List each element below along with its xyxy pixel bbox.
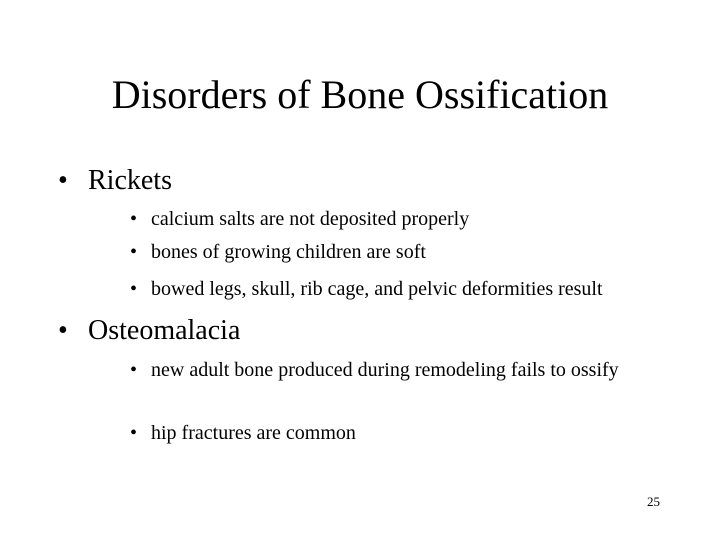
page-number: 25 (647, 494, 660, 509)
sub-bullet-icon: • (130, 422, 138, 444)
bullet-icon: • (58, 315, 68, 346)
sub-bullet-item (130, 356, 700, 385)
sub-bullet-text: hip fractures are common (151, 422, 356, 444)
bullet-item-label: Osteomalacia (88, 315, 241, 346)
sub-bullet-item (130, 238, 700, 266)
bullet-icon: • (58, 165, 68, 196)
sub-bullet-text: bowed legs, skull, rib cage, and pelvic deformities result (151, 278, 603, 300)
sub-bullet-icon: • (130, 359, 138, 381)
sub-bullet-text: bones of growing children are soft (151, 241, 426, 263)
sub-bullet-item (130, 275, 700, 303)
sub-bullet-text: new adult bone produced during remodeling fails to ossify (151, 359, 619, 381)
sub-bullet-icon: • (130, 208, 138, 230)
sub-bullet-item (130, 205, 700, 233)
slide-title: Disorders of Bone Ossification (111, 72, 609, 117)
bullet-item-label: Rickets (88, 165, 172, 196)
sub-bullet-icon: • (130, 241, 138, 263)
sub-bullet-text: calcium salts are not deposited properly (151, 208, 470, 230)
sub-bullet-item (130, 419, 700, 447)
sub-bullet-icon: • (130, 278, 138, 300)
